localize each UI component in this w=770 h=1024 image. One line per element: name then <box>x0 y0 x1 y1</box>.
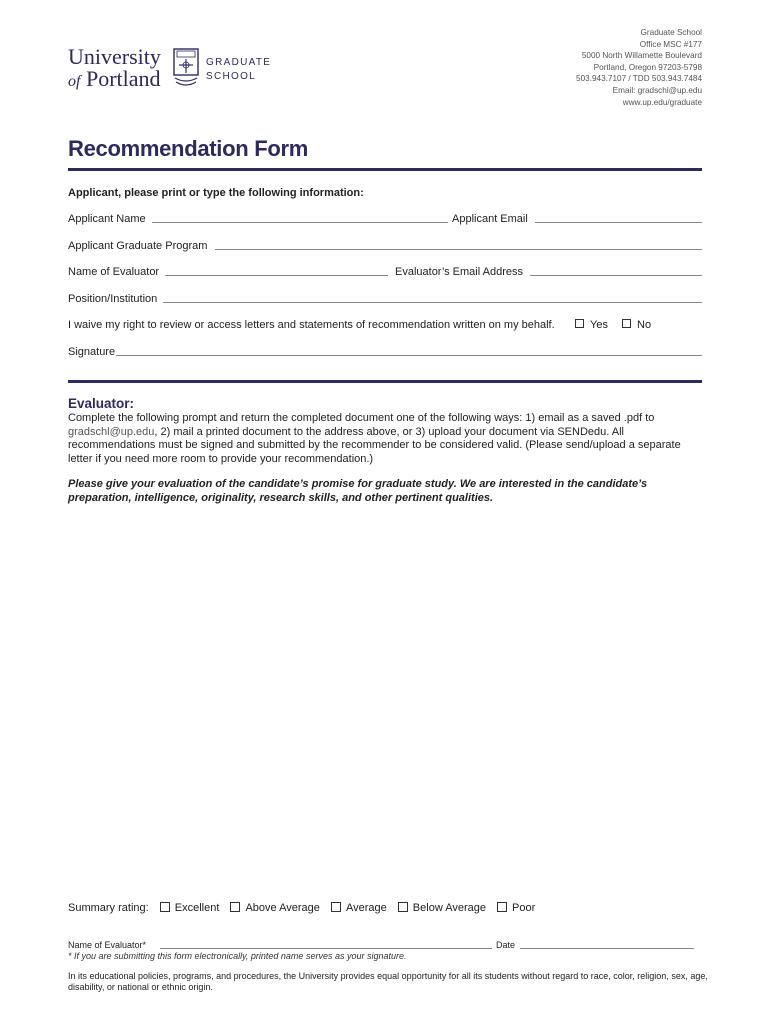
footer-evaluator-name-label: Name of Evaluator* <box>68 940 147 950</box>
address-line: www.up.edu/graduate <box>622 97 702 107</box>
rating-checkbox[interactable] <box>230 902 240 912</box>
footer-date-label: Date <box>496 940 516 950</box>
applicant-instruction: Applicant, please print or type the following information: <box>68 187 364 199</box>
footer-evaluator-name-field[interactable] <box>160 948 492 949</box>
evaluator-email-field[interactable] <box>530 275 702 276</box>
rating-option-poor[interactable] <box>497 902 535 914</box>
logo-portland-text <box>68 68 161 93</box>
rating-checkbox[interactable] <box>160 902 170 912</box>
address-line: Graduate School <box>640 28 702 37</box>
waiver-yes-label: Yes <box>590 319 608 331</box>
checkbox-no[interactable] <box>622 319 631 328</box>
applicant-email-label: Applicant Email <box>452 213 528 225</box>
position-label: Position/Institution <box>68 293 158 305</box>
evaluator-email-label: Evaluator’s Email Address <box>395 266 523 278</box>
applicant-name-field[interactable] <box>152 222 448 223</box>
waiver-yes-option[interactable] <box>575 319 608 331</box>
logo-school-text: SCHOOL <box>206 71 257 82</box>
waiver-statement: I waive my right to review or access letters and statements of recommendation written on my behalf. <box>68 319 555 331</box>
address-line: 503.943.7107 / TDD 503.943.7484 <box>576 74 702 84</box>
evaluator-heading: Evaluator: <box>68 396 135 411</box>
rating-checkbox[interactable] <box>497 902 507 912</box>
checkbox-yes[interactable] <box>575 319 584 328</box>
rating-option-label: Poor <box>512 902 536 914</box>
evaluation-prompt: Please give your evaluation of the candidate’s promise for graduate study. We are interested in the candidate’s preparation, intelligence, originality, research skills, and other pertinent qualities. <box>68 478 648 504</box>
summary-rating-label: Summary rating: <box>68 902 149 914</box>
university-seal-icon <box>173 48 199 88</box>
evaluation-response-area[interactable] <box>68 512 702 892</box>
waiver-no-option[interactable] <box>622 319 651 331</box>
summary-rating <box>68 902 535 914</box>
title-divider <box>68 168 702 171</box>
footer-date-field[interactable] <box>520 948 694 949</box>
waiver-no-label: No <box>637 319 652 331</box>
logo-of-text: of <box>68 73 81 90</box>
applicant-email-field[interactable] <box>535 222 702 223</box>
evaluator-name-label: Name of Evaluator <box>68 266 160 278</box>
logo-graduate-text: GRADUATE <box>206 57 272 68</box>
rating-checkbox[interactable] <box>398 902 408 912</box>
evaluator-instructions-text-2: , 2) mail a printed document to the address above, or 3) upload your document via SENDedu. All recommendations must be signed and submitted by the recommender to be considered valid. (Please send/upload a separate letter if you need more room to provide your recommendation.) <box>68 425 681 465</box>
logo-university-text: University <box>68 44 161 69</box>
equal-opportunity-policy: In its educational policies, programs, and procedures, the University provides equal opportunity for all its students without regard to race, color, religion, sex, age, disability, or national or ethnic origin. <box>68 971 708 993</box>
position-field[interactable] <box>163 302 702 303</box>
applicant-name-label: Applicant Name <box>68 213 146 225</box>
rating-checkbox[interactable] <box>331 902 341 912</box>
page-title: Recommendation Form <box>68 136 308 161</box>
address-line: Portland, Oregon 97203-5798 <box>593 62 702 72</box>
rating-option-excellent[interactable] <box>160 902 220 914</box>
graduate-program-field[interactable] <box>215 249 702 250</box>
address-line: 5000 North Willamette Boulevard <box>581 51 702 61</box>
rating-option-below-average[interactable] <box>398 902 486 914</box>
evaluator-instructions <box>68 412 708 466</box>
rating-option-label: Below Average <box>412 902 486 914</box>
logo-graduate-school <box>206 56 271 84</box>
evaluator-instructions-text: Complete the following prompt and return the completed document one of the following ways: 1) email as a saved .pdf to <box>68 412 655 424</box>
rating-option-above-average[interactable] <box>230 902 319 914</box>
signature-field[interactable] <box>116 355 702 356</box>
rating-option-label: Excellent <box>174 902 220 914</box>
signature-label: Signature <box>68 346 116 358</box>
rating-option-average[interactable] <box>331 902 387 914</box>
rating-option-label: Above Average <box>245 902 320 914</box>
evaluator-email-link[interactable]: gradschl@up.edu <box>68 425 155 438</box>
address-line: Office MSC #177 <box>639 39 702 49</box>
logo-portland-word: Portland <box>85 66 161 91</box>
evaluator-name-field[interactable] <box>165 275 388 276</box>
footer-signature-note: * If you are submitting this form electronically, printed name serves as your signature. <box>68 951 407 961</box>
rating-option-label: Average <box>345 902 387 914</box>
section-divider <box>68 380 702 383</box>
graduate-program-label: Applicant Graduate Program <box>68 240 208 252</box>
school-address-block <box>576 27 702 108</box>
address-line: Email: gradschl@up.edu <box>612 85 702 95</box>
